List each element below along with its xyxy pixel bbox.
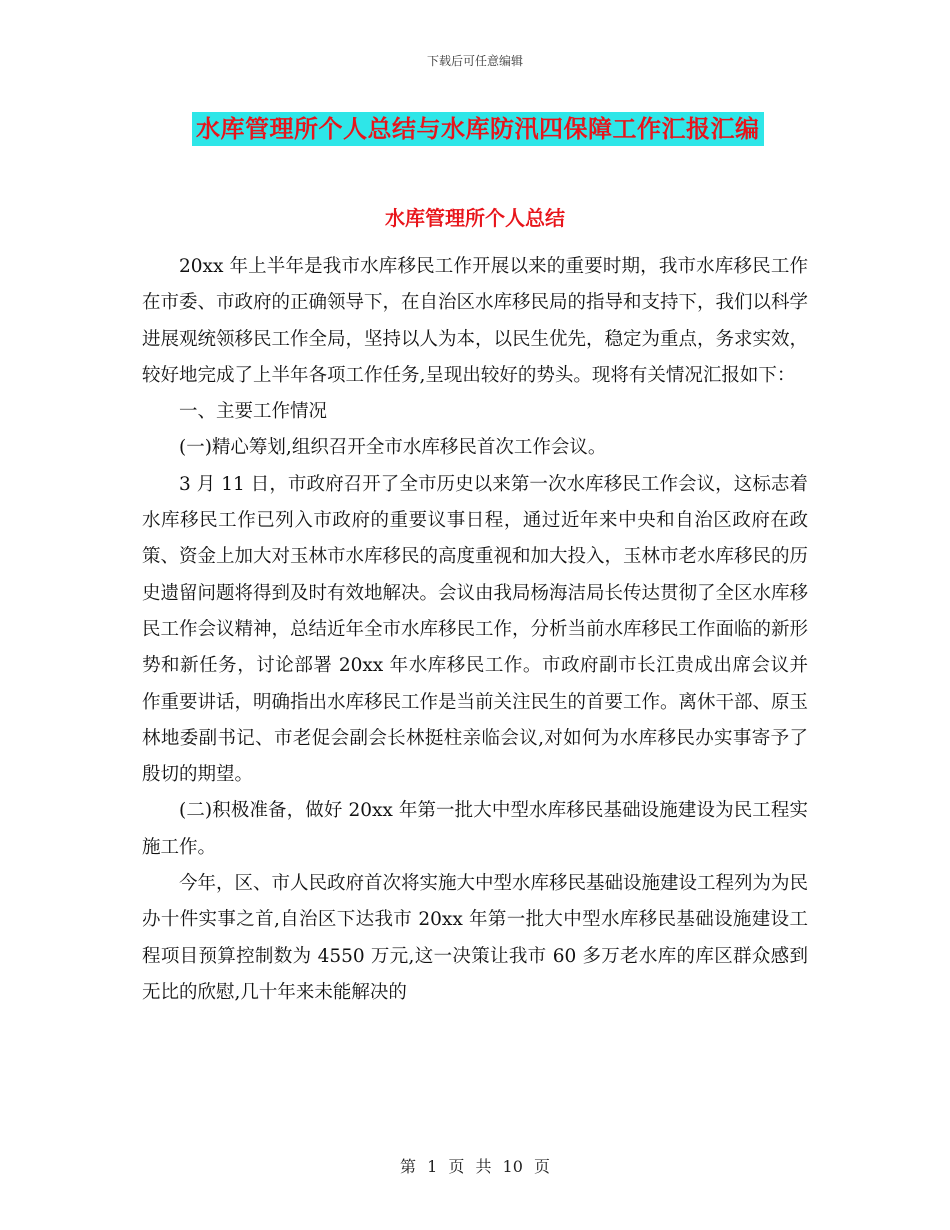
paragraph-meeting: 3 月 11 日，市政府召开了全市历史以来第一次水库移民工作会议，这标志着水库移民工作已列入市政府的重要议事日程，通过近年来中央和自治区政府在政策、资金上加大对玉林市水库移民的高度重视和加大投入，玉林市老水库移民的历史遗留问题将得到及时有效地解决。会议由我局杨海洁局长传达贯彻了全区水库移民工作会议精神，总结近年全市水库移民工作，分析当前水库移民工作面临的新形势和新任务，讨论部署 20xx 年水库移民工作。市政府副市长江贵成出席会议并作重要讲话，明确指出水库移民工作是当前关注民生的首要工作。离休干部、原玉林地委副书记、市老促会副会长林挺柱亲临会议,对如何为水库移民办实事寄予了殷切的期望。 (142, 473, 809, 786)
paragraph-subheading-2: (二)积极准备，做好 20xx 年第一批大中型水库移民基础设施建设为民工程实施工作。 (142, 800, 808, 858)
paragraph-project: 今年，区、市人民政府首次将实施大中型水库移民基础设施建设工程列为为民办十件实事之首,自治区下达我市 20xx 年第一批大中型水库移民基础设施建设工程项目预算控制数为 4550 万元,这一决策让我市 60 多万老水库的库区群众感到无比的欣慰,几十年来未能解决的 (142, 873, 809, 1003)
document-main-title: 水库管理所个人总结与水库防汛四保障工作汇报汇编 (192, 112, 764, 146)
page-header-note: 下载后可任意编辑 (426, 54, 523, 68)
document-body (142, 249, 808, 1011)
paragraph-subheading-1: (一)精心筹划,组织召开全市水库移民首次工作会议。 (179, 437, 607, 459)
paragraph-heading-main-work: 一、主要工作情况 (179, 401, 328, 423)
page-number-footer: 第 1 页 共 10 页 (400, 1157, 550, 1176)
paragraph-intro: 20xx 年上半年是我市水库移民工作开展以来的重要时期，我市水库移民工作在市委、市政府的正确领导下，在自治区水库移民局的指导和支持下，我们以科学进展观统领移民工作全局，坚持以人为本，以民生优先，稳定为重点，务求实效，较好地完成了上半年各项工作任务,呈现出较好的势头。现将有关情况汇报如下： (142, 256, 809, 386)
section-title: 水库管理所个人总结 (385, 206, 565, 230)
document-title-wrapper (192, 112, 764, 146)
